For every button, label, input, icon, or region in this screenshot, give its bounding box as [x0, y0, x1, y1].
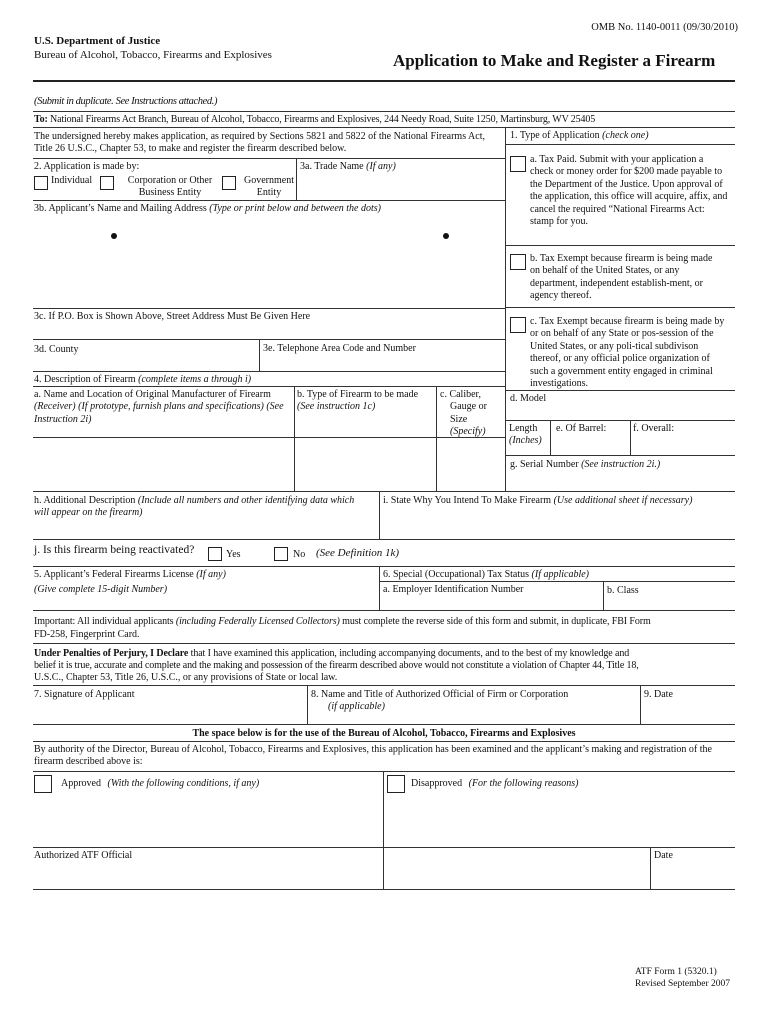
- item3a-hint: (If any): [366, 161, 396, 172]
- item4b-hint: (See instruction 1c): [297, 401, 376, 413]
- tax-exempt-state-text: c. Tax Exempt because firearm is being made by or on behalf of any State or pos-session of the United States, or any poli-tical subdivison thereof, or any official police organization of such a government entity engaged in criminal investigations.: [530, 316, 725, 390]
- perjury-line3: U.S.C., Chapter 53, Title 26, U.S.C., or any provisions of State or local law.: [34, 672, 338, 683]
- overall-length-label: f. Overall:: [633, 423, 675, 434]
- bureau-name: Bureau of Alcohol, Tobacco, Firearms and Explosives: [34, 49, 272, 61]
- item3a-label: [300, 161, 396, 173]
- address-right-dot: [443, 233, 449, 239]
- tax-exempt-us-checkbox[interactable]: [510, 254, 526, 270]
- individual-checkbox[interactable]: [34, 176, 48, 190]
- street-address-field[interactable]: [34, 323, 502, 338]
- item4g-text: g. Serial Number: [510, 459, 579, 470]
- item4a-label: [34, 389, 289, 426]
- col-divider: [550, 420, 551, 455]
- item1-text: 1. Type of Application: [510, 130, 600, 141]
- tax-paid-checkbox[interactable]: [510, 156, 526, 172]
- item4g-label: [510, 459, 660, 471]
- rule: [33, 889, 735, 890]
- item5-label: [34, 569, 226, 581]
- col-divider: [650, 847, 651, 889]
- col-divider: [383, 771, 384, 889]
- col-divider: [603, 581, 604, 610]
- item3b-hint: (Type or print below and between the dots): [209, 203, 381, 214]
- rule: [33, 724, 735, 725]
- rule: [33, 437, 437, 438]
- item4h-label: [34, 495, 364, 520]
- item3d-label: 3d. County: [34, 344, 79, 355]
- barrel-length-label: e. Of Barrel:: [556, 423, 607, 434]
- item7-label: 7. Signature of Applicant: [34, 689, 135, 700]
- item4d-label: d. Model: [510, 393, 547, 404]
- item4i-text: i. State Why You Intend To Make Firearm: [383, 495, 552, 506]
- important-note-line2: FD-258, Fingerprint Card.: [34, 629, 140, 640]
- rule: [33, 610, 735, 611]
- disapproved-hint: (For the following reasons): [468, 778, 579, 789]
- item4c-text: c. Caliber, Gauge or Size: [440, 389, 487, 425]
- form-title: Application to Make and Register a Firearm: [393, 51, 716, 70]
- rule: [33, 491, 735, 492]
- government-label: Government Entity: [244, 175, 294, 199]
- reactivated-yes-label: Yes: [226, 549, 241, 560]
- col-divider: [294, 386, 295, 491]
- reactivated-definition: (See Definition 1k): [316, 547, 400, 559]
- reactivated-no-checkbox[interactable]: [274, 547, 288, 561]
- item6b-label: b. Class: [607, 585, 639, 596]
- rule: [436, 437, 505, 438]
- rule: [33, 741, 735, 742]
- approved-label: [61, 778, 259, 790]
- rule: [33, 539, 735, 540]
- col-divider: [505, 127, 506, 491]
- item1-hint: (check one): [602, 130, 649, 141]
- rule: [33, 308, 505, 309]
- perjury-text: that I have examined this application, including accompanying documents, and to the best of my knowledge and: [190, 648, 630, 659]
- item4a-text: a. Name and Location of Original Manufacturer of Firearm: [34, 389, 271, 400]
- rule: [505, 455, 735, 456]
- col-divider: [630, 420, 631, 455]
- item4b-label: [297, 389, 433, 414]
- rule: [33, 111, 735, 112]
- rule: [33, 643, 735, 644]
- item4a-hint: (Receiver) (If prototype, furnish plans and specifications) (See Instruction 2i): [34, 401, 284, 425]
- reactivated-no-label: No: [293, 549, 306, 560]
- item4-hint: (complete items a through i): [138, 374, 252, 385]
- address-left-dot: [111, 233, 117, 239]
- rule: [33, 386, 505, 387]
- col-divider: [379, 566, 380, 610]
- item5-hint2: (Give complete 15-digit Number): [34, 584, 168, 595]
- item8-label: [311, 689, 636, 714]
- item1-label: [510, 130, 649, 142]
- item3e-label: 3e. Telephone Area Code and Number: [263, 343, 416, 354]
- to-line: [34, 114, 595, 126]
- item4i-label: [383, 495, 718, 507]
- item3b-label: [34, 203, 381, 215]
- item4c-hint: (Specify): [450, 426, 486, 438]
- item6-label: [383, 569, 589, 581]
- government-checkbox[interactable]: [222, 176, 236, 190]
- rule: [33, 371, 505, 372]
- length-label: [509, 423, 542, 448]
- approved-text: Approved: [61, 778, 101, 789]
- approved-checkbox[interactable]: [34, 775, 52, 793]
- tax-paid-text: a. Tax Paid. Submit with your application a check or money order for $200 made payable to the Department of the Justice. Upon approval of the application, this office will acquire, affix, and cancel the required “National Firearms Act: stamp for you.: [530, 154, 728, 228]
- important-note: [34, 616, 734, 628]
- important-rest: must complete the reverse side of this form and submit, in duplicate, FBI Form: [342, 616, 651, 627]
- col-divider: [296, 158, 297, 200]
- tax-exempt-state-checkbox[interactable]: [510, 317, 526, 333]
- col-divider: [379, 491, 380, 539]
- disapproved-label: [411, 778, 579, 790]
- item4-label: [34, 374, 251, 386]
- rule: [33, 566, 735, 567]
- item8-hint: (if applicable): [328, 701, 385, 713]
- length-text: Length: [509, 423, 538, 434]
- corporation-checkbox[interactable]: [100, 176, 114, 190]
- rule: [379, 581, 735, 582]
- to-label: To:: [34, 114, 48, 125]
- approved-hint: (With the following conditions, if any): [107, 778, 260, 789]
- item6-hint: (If applicable): [531, 569, 590, 580]
- item4g-hint: (See instruction 2i.): [581, 459, 661, 470]
- item4-text: 4. Description of Firearm: [34, 374, 136, 385]
- col-divider: [436, 386, 437, 491]
- item4h-hint: (Include all numbers and other identifying data which will appear on the firearm): [34, 495, 355, 519]
- rule: [33, 685, 735, 686]
- col-divider: [259, 339, 260, 371]
- item4i-hint: (Use additional sheet if necessary): [553, 495, 693, 506]
- rule: [33, 339, 505, 340]
- omb-number: OMB No. 1140-0011 (09/30/2010): [591, 22, 738, 33]
- atf-official-label: Authorized ATF Official: [34, 850, 133, 861]
- important-hint: (including Federally Licensed Collectors): [175, 616, 340, 627]
- submit-note: (Submit in duplicate. See Instructions attached.): [34, 96, 218, 107]
- important-lead: Important: All individual applicants: [34, 616, 174, 627]
- item2-label: 2. Application is made by:: [34, 161, 140, 172]
- atf-use-heading: The space below is for the use of the Bureau of Alcohol, Tobacco, Firearms and Explosives: [192, 728, 576, 739]
- rule: [33, 127, 735, 128]
- col-divider: [640, 685, 641, 724]
- rule: [505, 420, 735, 421]
- header-rule: [33, 80, 735, 82]
- item6a-label: a. Employer Identification Number: [383, 584, 524, 595]
- rule: [505, 390, 735, 391]
- item3b-text: 3b. Applicant’s Name and Mailing Address: [34, 203, 207, 214]
- rule: [505, 307, 735, 308]
- rule: [33, 847, 735, 848]
- item4b-text: b. Type of Firearm to be made: [297, 389, 419, 400]
- item3a-text: 3a. Trade Name: [300, 161, 364, 172]
- revision-date: Revised September 2007: [635, 979, 730, 989]
- item6-text: 6. Special (Occupational) Tax Status: [383, 569, 530, 580]
- perjury-lead: Under Penalties of Perjury, I Declare: [34, 648, 189, 659]
- item4c-label: [440, 389, 496, 439]
- form-number: ATF Form 1 (5320.1): [635, 967, 717, 977]
- intro-text: The undersigned hereby makes application, as required by Sections 5821 and 5822 of the National Firearms Act, Title 26 U.S.C., Chapter 53, to make and register the firearm described below.: [34, 131, 485, 155]
- item9-label: 9. Date: [644, 689, 673, 700]
- item3c-label: 3c. If P.O. Box is Shown Above, Street Address Must Be Given Here: [34, 311, 311, 322]
- item5-hint: (If any): [196, 569, 226, 580]
- col-divider: [307, 685, 308, 724]
- disapproved-text: Disapproved: [411, 778, 463, 789]
- rule: [33, 771, 735, 772]
- rule: [33, 158, 505, 159]
- item8-text: 8. Name and Title of Authorized Official of Firm or Corporation: [311, 689, 569, 700]
- rule: [33, 200, 505, 201]
- rule: [505, 144, 735, 145]
- tax-exempt-us-text: b. Tax Exempt because firearm is being made on behalf of the United States, or any department, independent establish-ment, or agency thereof.: [530, 253, 713, 302]
- perjury-line2: belief it is true, accurate and complete and the making and possession of the firearm described above would not constitute a violation of Chapter 44, Title 18,: [34, 660, 639, 671]
- atf-date-label: Date: [654, 850, 673, 861]
- reactivated-yes-checkbox[interactable]: [208, 547, 222, 561]
- individual-label: Individual: [51, 175, 93, 186]
- to-address: National Firearms Act Branch, Bureau of Alcohol, Tobacco, Firearms and Explosives, 244 Needy Road, Suite 1250, Martinsburg, WV 25405: [50, 114, 596, 125]
- length-hint: (Inches): [509, 435, 542, 447]
- item4h-text: h. Additional Description: [34, 495, 136, 506]
- item5-text: 5. Applicant’s Federal Firearms License: [34, 569, 194, 580]
- perjury-line1: [34, 648, 736, 660]
- atf-authority-text: By authority of the Director, Bureau of Alcohol, Tobacco, Firearms and Explosives, this application has been examined and the applicant’s making and registration of the firearm described above is:: [34, 744, 712, 768]
- reactivated-question: j. Is this firearm being reactivated?: [34, 544, 195, 556]
- corporation-label: Corporation or Other Business Entity: [127, 175, 213, 199]
- department-name: U.S. Department of Justice: [34, 35, 161, 47]
- mailing-address-field[interactable]: [120, 218, 438, 308]
- rule: [505, 245, 735, 246]
- disapproved-checkbox[interactable]: [387, 775, 405, 793]
